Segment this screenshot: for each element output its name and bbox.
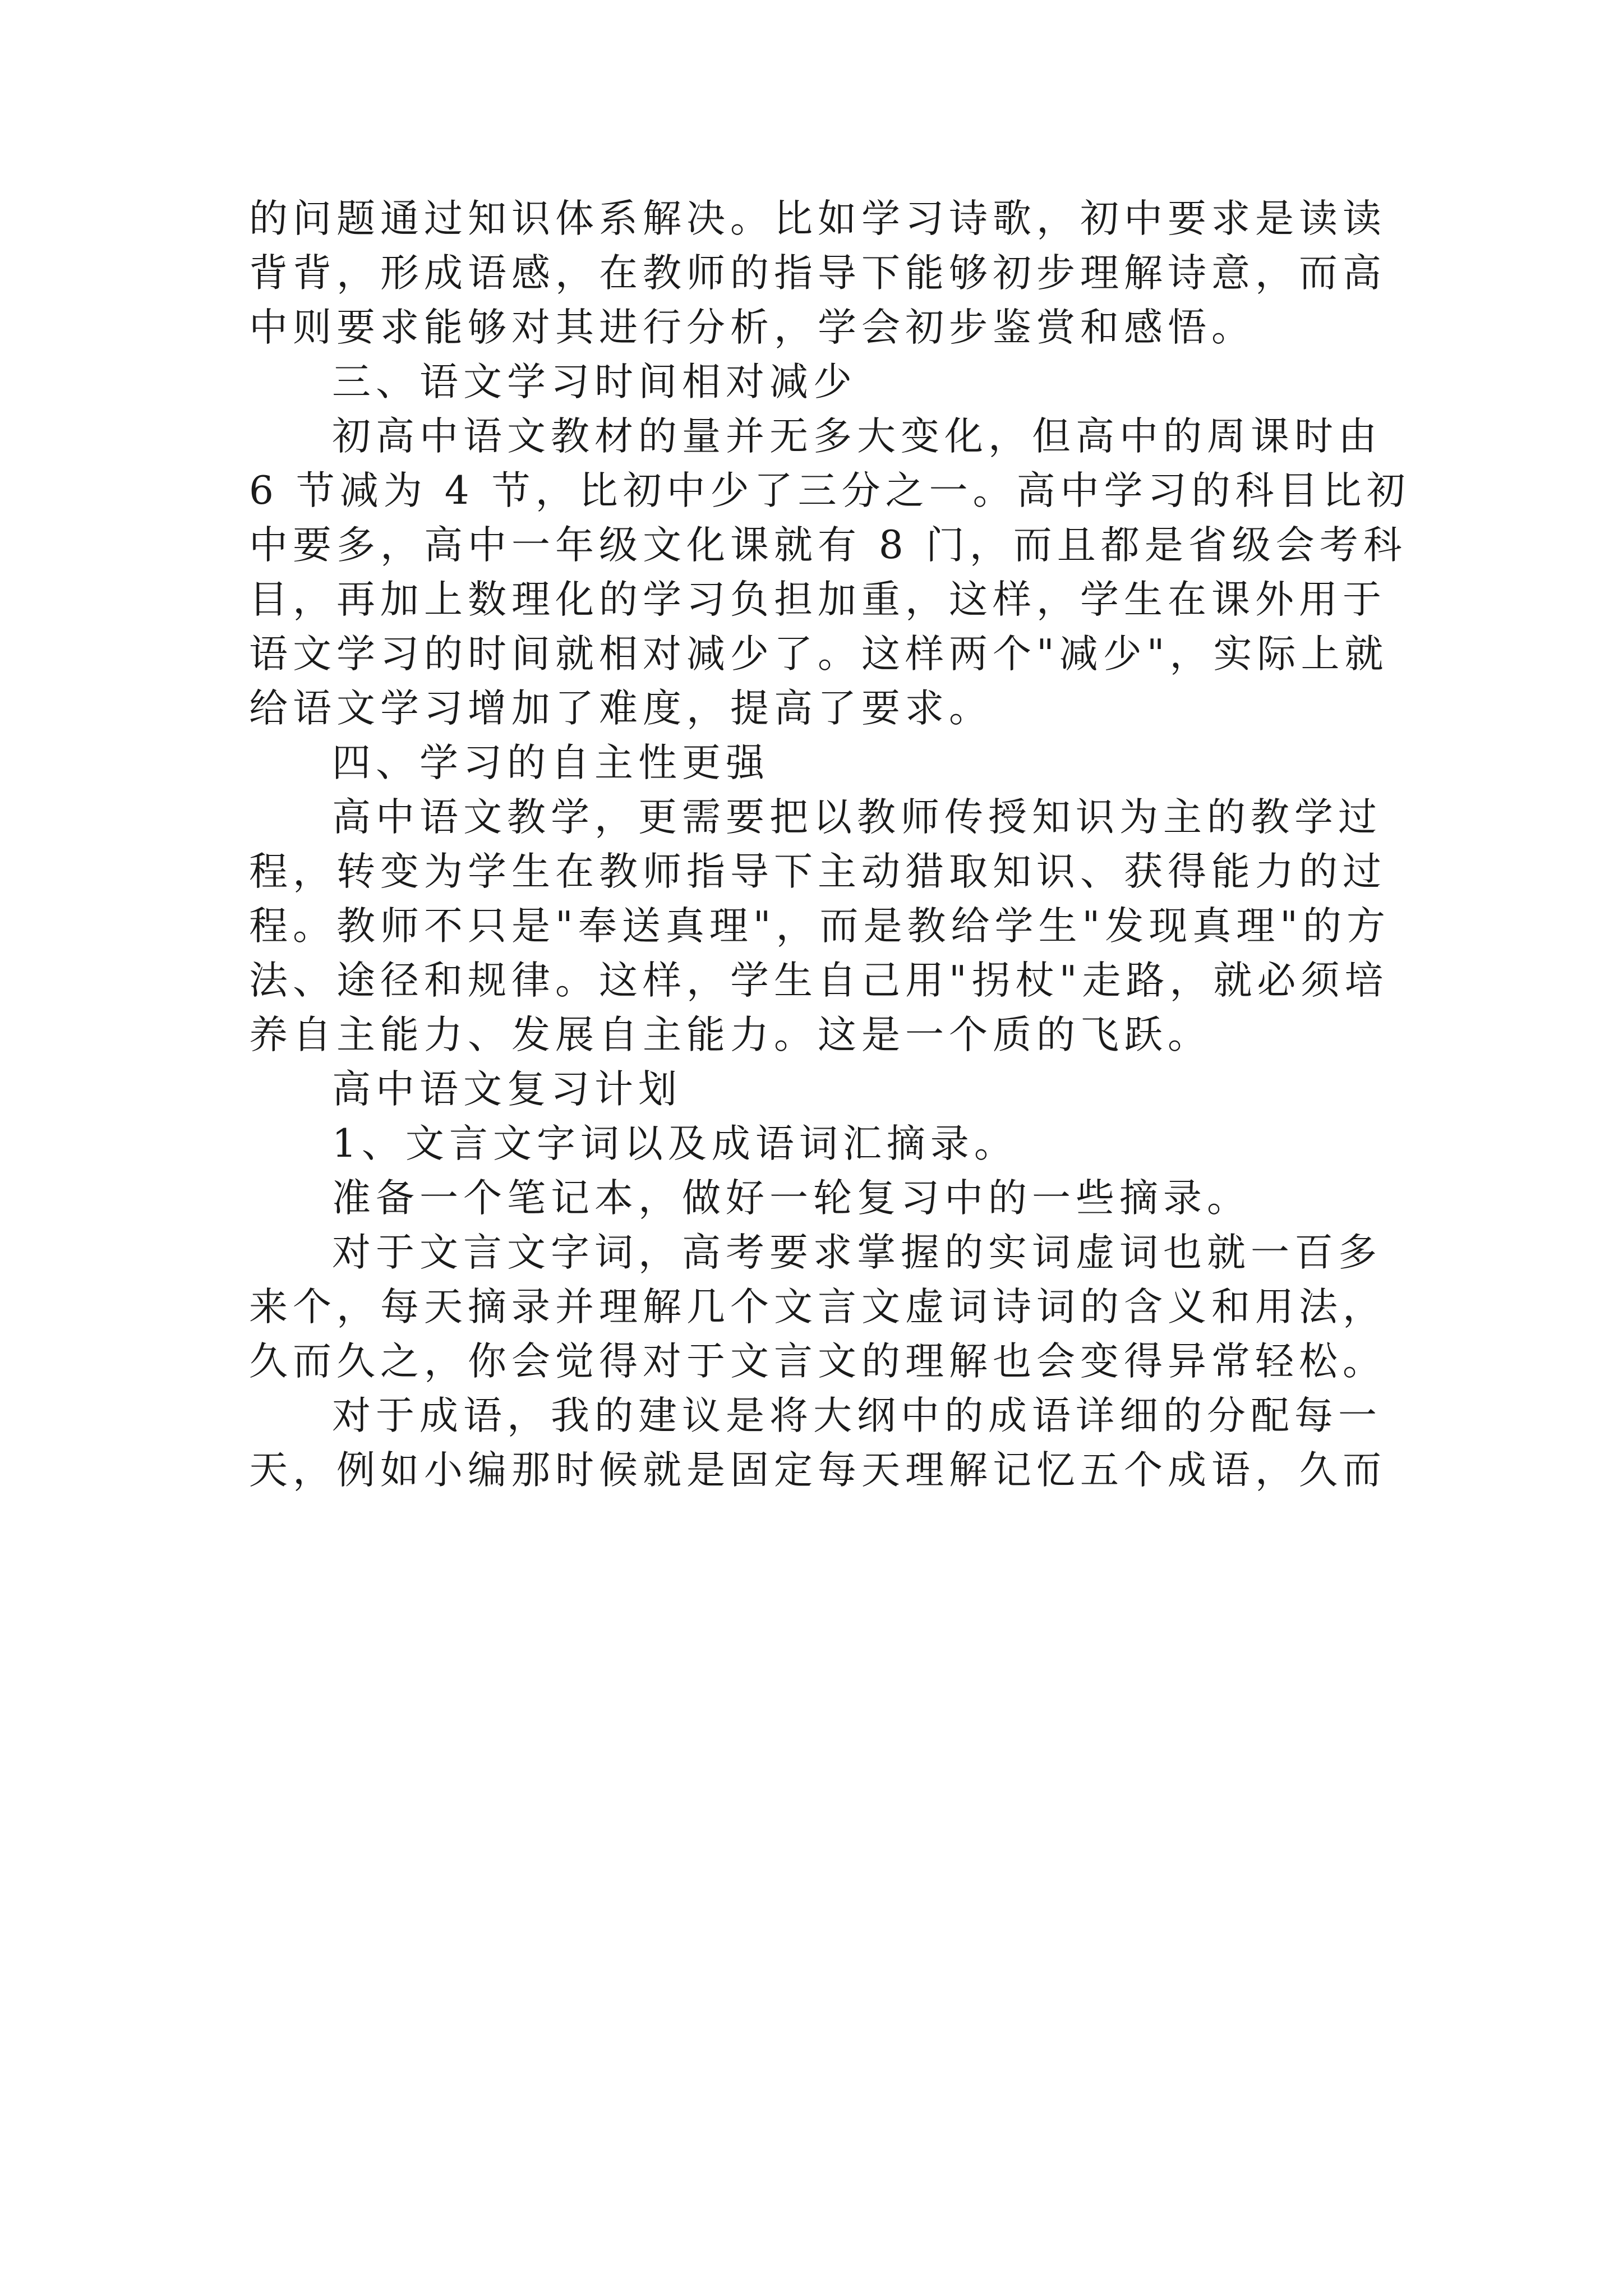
text-line: 目，再加上数理化的学习负担加重，这样，学生在课外用于 [249, 577, 1386, 622]
text-line: 给语文学习增加了难度，提高了要求。 [249, 686, 993, 731]
section-heading: 三、语文学习时间相对减少 [332, 360, 857, 404]
text-line: 天，例如小编那时候就是固定每天理解记忆五个成语，久而 [249, 1448, 1386, 1493]
text-line: 对于成语，我的建议是将大纲中的成语详细的分配每一 [332, 1393, 1382, 1438]
text-line: 中要多，高中一年级文化课就有 8 门，而且都是省级会考科 [249, 523, 1407, 568]
section-title: 高中语文复习计划 [332, 1067, 682, 1112]
text-line: 6 节减为 4 节，比初中少了三分之一。高中学习的科目比初 [249, 468, 1410, 513]
document-body [249, 192, 1410, 1498]
text-line: 对于文言文字词，高考要求掌握的实词虚词也就一百多 [332, 1230, 1382, 1275]
text-line: 程，转变为学生在教师指导下主动猎取知识、获得能力的过 [249, 849, 1386, 894]
text-line: 养自主能力、发展自主能力。这是一个质的飞跃。 [249, 1013, 1211, 1057]
text-line: 久而久之，你会觉得对于文言文的理解也会变得异常轻松。 [249, 1339, 1386, 1384]
list-item-heading: 1、文言文字词以及成语词汇摘录。 [332, 1121, 1018, 1166]
text-line: 法、途径和规律。这样，学生自己用"拐杖"走路，就必须培 [249, 958, 1389, 1003]
text-line: 来个，每天摘录并理解几个文言文虚词诗词的含义和用法， [249, 1285, 1386, 1329]
text-line: 语文学习的时间就相对减少了。这样两个"减少"，实际上就 [249, 632, 1389, 677]
section-heading: 四、学习的自主性更强 [332, 740, 769, 785]
text-line: 准备一个笔记本，做好一轮复习中的一些摘录。 [332, 1176, 1251, 1221]
text-line: 中则要求能够对其进行分析，学会初步鉴赏和感悟。 [249, 305, 1255, 350]
text-line: 程。教师不只是"奉送真理"，而是教给学生"发现真理"的方 [249, 904, 1390, 949]
text-line: 背背，形成语感，在教师的指导下能够初步理解诗意，而高 [249, 251, 1386, 296]
text-line: 的问题通过知识体系解决。比如学习诗歌，初中要求是读读 [249, 196, 1386, 241]
text-line: 初高中语文教材的量并无多大变化，但高中的周课时由 [332, 414, 1382, 459]
text-line: 高中语文教学，更需要把以教师传授知识为主的教学过 [332, 795, 1382, 840]
